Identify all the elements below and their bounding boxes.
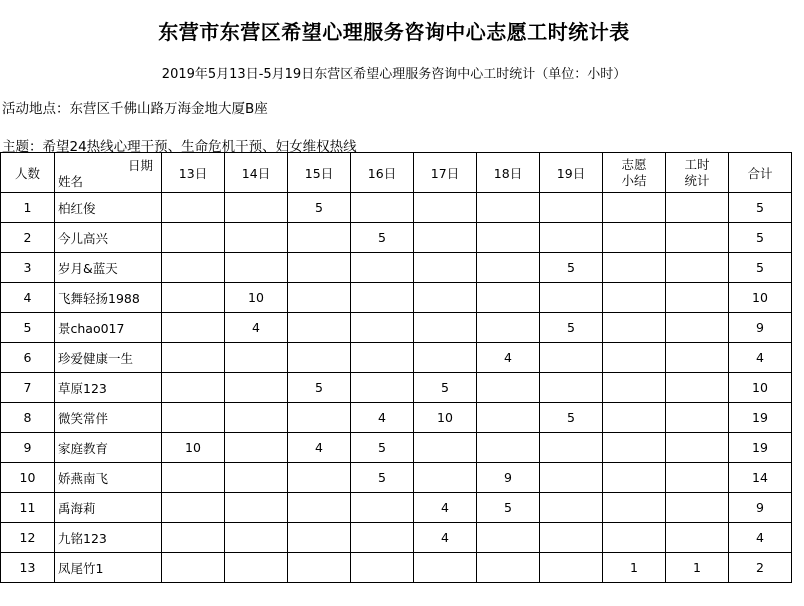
hours-cell <box>477 373 540 403</box>
hours-cell <box>414 253 477 283</box>
table-row <box>1 283 792 313</box>
total-cell: 19 <box>729 433 792 463</box>
hours-stat-cell <box>666 433 729 463</box>
hours-table <box>0 152 792 583</box>
hours-cell <box>351 553 414 583</box>
table-row <box>1 493 792 523</box>
hours-cell <box>288 553 351 583</box>
table-row <box>1 463 792 493</box>
hours-cell <box>414 313 477 343</box>
hours-cell <box>477 283 540 313</box>
volunteer-name: 景chao017 <box>55 313 162 343</box>
hours-cell <box>477 523 540 553</box>
hours-cell <box>225 373 288 403</box>
summary-cell: 1 <box>603 553 666 583</box>
hours-cell <box>477 313 540 343</box>
hours-cell <box>162 193 225 223</box>
total-cell: 2 <box>729 553 792 583</box>
day-header-14: 14日 <box>225 153 288 193</box>
hours-cell <box>162 523 225 553</box>
volunteer-name: 柏红俊 <box>55 193 162 223</box>
hours-stat-cell <box>666 313 729 343</box>
table-row <box>1 343 792 373</box>
hours-cell: 4 <box>414 523 477 553</box>
hours-cell <box>288 343 351 373</box>
hours-cell <box>288 403 351 433</box>
hours-cell <box>540 493 603 523</box>
header-row <box>1 153 792 193</box>
volunteer-name: 岁月&蓝天 <box>55 253 162 283</box>
volunteer-name: 娇燕南飞 <box>55 463 162 493</box>
hours-cell <box>288 523 351 553</box>
hours-cell <box>351 373 414 403</box>
summary-cell <box>603 253 666 283</box>
volunteer-name: 草原123 <box>55 373 162 403</box>
summary-cell <box>603 493 666 523</box>
hours-stat-cell <box>666 523 729 553</box>
hours-cell <box>162 553 225 583</box>
hours-cell <box>162 403 225 433</box>
hours-cell <box>225 463 288 493</box>
hours-header <box>666 153 729 193</box>
total-cell: 14 <box>729 463 792 493</box>
day-header-15: 15日 <box>288 153 351 193</box>
hours-cell <box>540 523 603 553</box>
hours-cell: 5 <box>540 253 603 283</box>
hours-cell: 5 <box>351 223 414 253</box>
volunteer-name: 今儿高兴 <box>55 223 162 253</box>
summary-cell <box>603 223 666 253</box>
row-index: 9 <box>1 433 55 463</box>
hours-cell <box>225 493 288 523</box>
hours-cell: 4 <box>225 313 288 343</box>
row-index: 13 <box>1 553 55 583</box>
table-row <box>1 193 792 223</box>
hours-cell <box>351 283 414 313</box>
table-row <box>1 373 792 403</box>
hours-cell: 4 <box>351 403 414 433</box>
hours-cell <box>477 253 540 283</box>
volunteer-name: 家庭教育 <box>55 433 162 463</box>
hours-stat-cell <box>666 223 729 253</box>
hours-cell <box>540 193 603 223</box>
hours-cell <box>351 193 414 223</box>
hours-stat-cell: 1 <box>666 553 729 583</box>
hours-cell <box>351 523 414 553</box>
day-header-18: 18日 <box>477 153 540 193</box>
row-index: 4 <box>1 283 55 313</box>
total-cell: 5 <box>729 253 792 283</box>
name-header-label: 姓名 <box>58 174 84 189</box>
total-cell: 4 <box>729 343 792 373</box>
hours-cell <box>162 343 225 373</box>
hours-cell <box>225 343 288 373</box>
hours-cell <box>477 403 540 433</box>
hours-stat-cell <box>666 493 729 523</box>
row-index: 10 <box>1 463 55 493</box>
row-index: 12 <box>1 523 55 553</box>
hours-cell <box>540 343 603 373</box>
total-cell: 5 <box>729 193 792 223</box>
hours-cell <box>414 343 477 373</box>
total-cell: 4 <box>729 523 792 553</box>
total-cell: 9 <box>729 313 792 343</box>
row-index: 8 <box>1 403 55 433</box>
day-header-17: 17日 <box>414 153 477 193</box>
total-cell: 19 <box>729 403 792 433</box>
day-header-16: 16日 <box>351 153 414 193</box>
hours-cell <box>351 493 414 523</box>
summary-cell <box>603 283 666 313</box>
hours-cell <box>162 253 225 283</box>
hours-header-line2: 统计 <box>684 172 710 188</box>
table-row <box>1 403 792 433</box>
hours-cell <box>540 373 603 403</box>
total-header: 合计 <box>729 153 792 193</box>
hours-cell <box>225 253 288 283</box>
hours-cell <box>225 433 288 463</box>
summary-cell <box>603 433 666 463</box>
day-header-13: 13日 <box>162 153 225 193</box>
page-title: 东营市东营区希望心理服务咨询中心志愿工时统计表 <box>158 20 630 44</box>
hours-cell <box>225 523 288 553</box>
hours-stat-cell <box>666 403 729 433</box>
hours-cell <box>477 223 540 253</box>
table-body <box>1 193 792 583</box>
total-cell: 10 <box>729 373 792 403</box>
hours-cell <box>225 193 288 223</box>
hours-cell <box>540 553 603 583</box>
row-index: 7 <box>1 373 55 403</box>
date-name-header <box>55 153 162 193</box>
row-index: 2 <box>1 223 55 253</box>
hours-cell <box>414 433 477 463</box>
hours-cell <box>351 313 414 343</box>
hours-cell: 5 <box>540 403 603 433</box>
table-row <box>1 523 792 553</box>
hours-cell <box>477 193 540 223</box>
table-row <box>1 553 792 583</box>
summary-header-line2: 小结 <box>621 172 647 188</box>
hours-stat-cell <box>666 463 729 493</box>
hours-cell <box>162 223 225 253</box>
hours-cell <box>225 553 288 583</box>
day-header-19: 19日 <box>540 153 603 193</box>
hours-cell <box>162 493 225 523</box>
row-index: 5 <box>1 313 55 343</box>
hours-cell: 5 <box>288 373 351 403</box>
activity-location: 活动地点：东营区千佛山路万海金地大厦B座 <box>2 101 268 117</box>
table-row <box>1 433 792 463</box>
hours-cell <box>288 313 351 343</box>
hours-cell: 5 <box>351 463 414 493</box>
total-cell: 5 <box>729 223 792 253</box>
summary-cell <box>603 193 666 223</box>
index-header: 人数 <box>1 153 55 193</box>
table-row <box>1 223 792 253</box>
hours-cell <box>414 553 477 583</box>
summary-cell <box>603 313 666 343</box>
hours-cell <box>162 463 225 493</box>
hours-cell: 4 <box>288 433 351 463</box>
volunteer-name: 凤尾竹1 <box>55 553 162 583</box>
hours-cell <box>414 193 477 223</box>
summary-cell <box>603 523 666 553</box>
date-header-label: 日期 <box>127 158 153 173</box>
hours-cell <box>288 223 351 253</box>
hours-cell <box>225 223 288 253</box>
hours-cell: 5 <box>288 193 351 223</box>
hours-cell: 5 <box>414 373 477 403</box>
hours-cell <box>414 463 477 493</box>
hours-header-line1: 工时 <box>684 156 710 172</box>
row-index: 3 <box>1 253 55 283</box>
hours-stat-cell <box>666 253 729 283</box>
summary-cell <box>603 343 666 373</box>
hours-cell <box>540 433 603 463</box>
hours-cell: 5 <box>540 313 603 343</box>
total-cell: 9 <box>729 493 792 523</box>
hours-cell <box>540 283 603 313</box>
hours-cell: 9 <box>477 463 540 493</box>
hours-stat-cell <box>666 283 729 313</box>
hours-cell <box>414 223 477 253</box>
hours-cell: 10 <box>414 403 477 433</box>
hours-stat-cell <box>666 193 729 223</box>
hours-cell <box>351 253 414 283</box>
row-index: 6 <box>1 343 55 373</box>
summary-cell <box>603 373 666 403</box>
table-row <box>1 253 792 283</box>
volunteer-name: 禹海莉 <box>55 493 162 523</box>
hours-cell: 5 <box>477 493 540 523</box>
hours-cell <box>477 553 540 583</box>
hours-cell <box>162 373 225 403</box>
hours-cell: 10 <box>162 433 225 463</box>
summary-cell <box>603 403 666 433</box>
row-index: 11 <box>1 493 55 523</box>
volunteer-name: 九铭123 <box>55 523 162 553</box>
hours-cell <box>414 283 477 313</box>
volunteer-name: 飞舞轻扬1988 <box>55 283 162 313</box>
hours-cell: 5 <box>351 433 414 463</box>
hours-cell <box>288 463 351 493</box>
hours-cell <box>288 493 351 523</box>
hours-cell <box>162 283 225 313</box>
summary-cell <box>603 463 666 493</box>
hours-cell <box>540 463 603 493</box>
hours-cell <box>225 403 288 433</box>
summary-header <box>603 153 666 193</box>
page-subtitle: 2019年5月13日-5月19日东营区希望心理服务咨询中心工时统计（单位：小时） <box>161 67 627 82</box>
hours-cell <box>288 283 351 313</box>
table-row <box>1 313 792 343</box>
volunteer-name: 珍爱健康一生 <box>55 343 162 373</box>
row-index: 1 <box>1 193 55 223</box>
hours-stat-cell <box>666 373 729 403</box>
hours-cell <box>477 433 540 463</box>
total-cell: 10 <box>729 283 792 313</box>
activity-topic: 主题：希望24热线心理干预、生命危机干预、妇女维权热线 <box>2 139 357 155</box>
hours-cell: 10 <box>225 283 288 313</box>
hours-cell <box>162 313 225 343</box>
hours-cell: 4 <box>414 493 477 523</box>
hours-stat-cell <box>666 343 729 373</box>
volunteer-name: 微笑常伴 <box>55 403 162 433</box>
hours-cell: 4 <box>477 343 540 373</box>
hours-cell <box>288 253 351 283</box>
hours-cell <box>351 343 414 373</box>
hours-cell <box>540 223 603 253</box>
summary-header-line1: 志愿 <box>621 156 647 172</box>
